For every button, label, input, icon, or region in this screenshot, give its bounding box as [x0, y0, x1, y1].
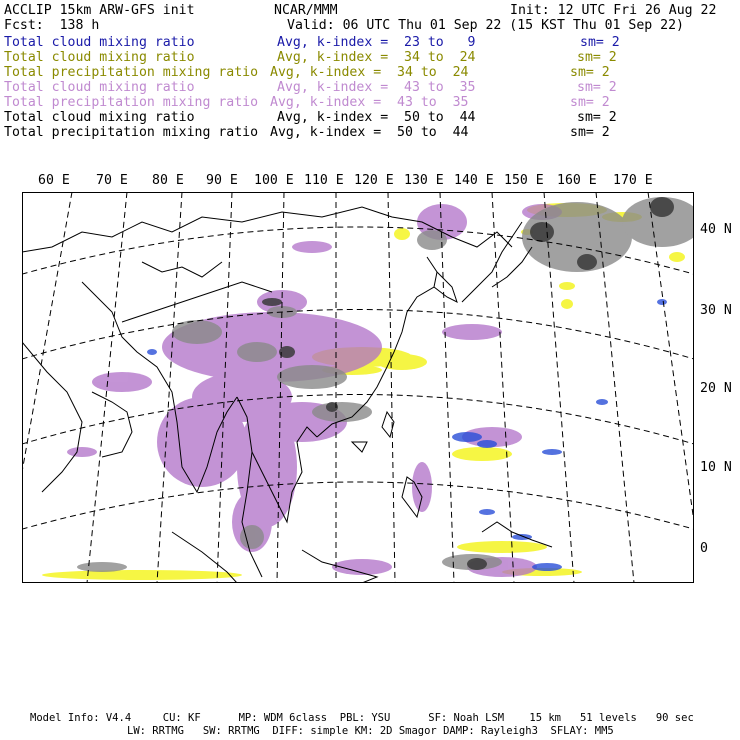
legend-row-5-field: Total precipitation mixing ratio [4, 95, 259, 110]
legend-row-3-avg: Avg, k-index = 34 to 24 [270, 65, 469, 80]
valid-time: Valid: 06 UTC Thu 01 Sep 22 (15 KST Thu 01 Sep 22) [287, 18, 684, 33]
model-info-line-2: LW: RRTMG SW: RRTMG DIFF: simple KM: 2D Smagor DAMP: Rayleigh3 SFLAY: MM5 [127, 725, 614, 737]
lon-label-150e: 150 E [504, 173, 544, 188]
legend-row-5-sm: sm= 2 [570, 95, 610, 110]
model-info-line-1: Model Info: V4.4 CU: KF MP: WDM 6class PBL: YSU SF: Noah LSM 15 km 51 levels 90 sec [30, 712, 694, 724]
legend-row-2-avg: Avg, k-index = 34 to 24 [277, 50, 476, 65]
lat-label-10n: 10 N [700, 460, 732, 475]
forecast-hour: Fcst: 138 h [4, 18, 100, 33]
init-time: Init: 12 UTC Fri 26 Aug 22 [510, 3, 717, 18]
legend-row-1-field: Total cloud mixing ratio [4, 35, 195, 50]
legend-row-1-sm: sm= 2 [580, 35, 620, 50]
legend-row-7-sm: sm= 2 [570, 125, 610, 140]
lon-label-100e: 100 E [254, 173, 294, 188]
lon-label-120e: 120 E [354, 173, 394, 188]
legend-row-7-avg: Avg, k-index = 50 to 44 [270, 125, 469, 140]
plot-title: ACCLIP 15km ARW-GFS init [4, 3, 195, 18]
organization-label: NCAR/MMM [274, 3, 338, 18]
lat-label-20n: 20 N [700, 381, 732, 396]
legend-row-4-avg: Avg, k-index = 43 to 35 [277, 80, 476, 95]
lon-label-60e: 60 E [38, 173, 70, 188]
lon-label-160e: 160 E [557, 173, 597, 188]
legend-row-6-avg: Avg, k-index = 50 to 44 [277, 110, 476, 125]
legend-row-4-field: Total cloud mixing ratio [4, 80, 195, 95]
lat-label-40n: 40 N [700, 222, 732, 237]
legend-row-4-sm: sm= 2 [577, 80, 617, 95]
lon-label-90e: 90 E [206, 173, 238, 188]
legend-row-2-sm: sm= 2 [577, 50, 617, 65]
legend-row-1-avg: Avg, k-index = 23 to 9 [277, 35, 476, 50]
legend-row-5-avg: Avg, k-index = 43 to 35 [270, 95, 469, 110]
legend-row-6-field: Total cloud mixing ratio [4, 110, 195, 125]
lon-label-170e: 170 E [613, 173, 653, 188]
lat-label-0: 0 [700, 541, 708, 556]
legend-row-3-field: Total precipitation mixing ratio [4, 65, 259, 80]
lon-label-110e: 110 E [304, 173, 344, 188]
map-panel [22, 192, 694, 583]
lon-label-140e: 140 E [454, 173, 494, 188]
lon-label-80e: 80 E [152, 173, 184, 188]
lat-label-30n: 30 N [700, 303, 732, 318]
legend-row-3-sm: sm= 2 [570, 65, 610, 80]
lon-label-130e: 130 E [404, 173, 444, 188]
lon-label-70e: 70 E [96, 173, 128, 188]
legend-row-7-field: Total precipitation mixing ratio [4, 125, 259, 140]
legend-row-6-sm: sm= 2 [577, 110, 617, 125]
legend-row-2-field: Total cloud mixing ratio [4, 50, 195, 65]
